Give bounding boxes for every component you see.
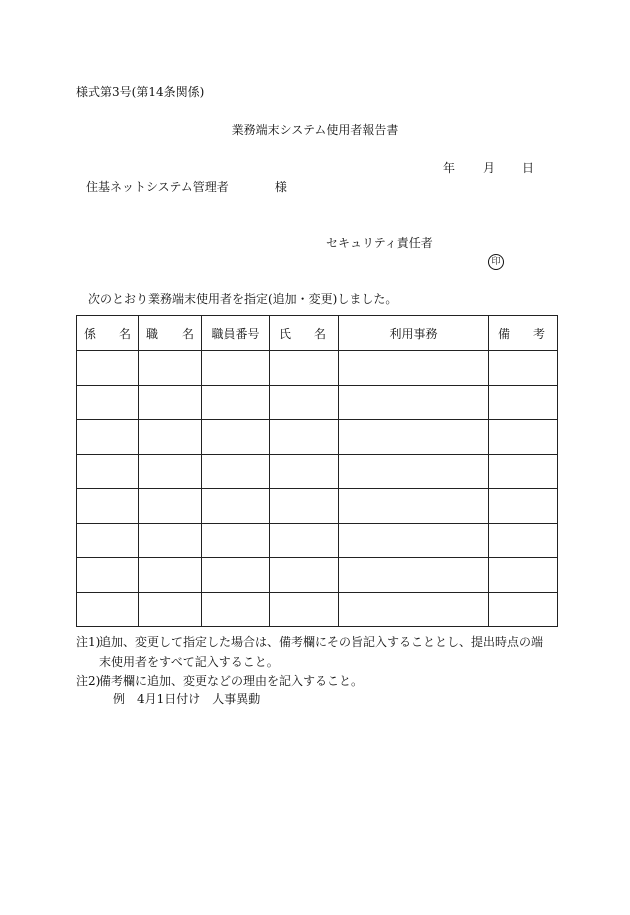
user-table (76, 315, 558, 627)
table-cell[interactable] (489, 351, 558, 386)
table-cell[interactable] (202, 420, 270, 455)
table-cell[interactable] (339, 454, 489, 489)
header-job-title: 職 名 (139, 316, 202, 351)
note-1-label: 注1) (76, 635, 101, 649)
example-text: 例 4月1日付け 人事異動 (113, 692, 261, 706)
table-cell[interactable] (77, 592, 139, 627)
table-cell[interactable] (139, 592, 202, 627)
table-cell[interactable] (270, 558, 339, 593)
form-number: 様式第3号(第14条関係) (76, 85, 205, 99)
table-cell[interactable] (489, 454, 558, 489)
table-cell[interactable] (77, 489, 139, 524)
table-cell[interactable] (339, 592, 489, 627)
table-cell[interactable] (339, 523, 489, 558)
table-cell[interactable] (270, 489, 339, 524)
addressee-name: 住基ネットシステム管理者 (86, 180, 229, 194)
header-staff-number: 職員番号 (202, 316, 270, 351)
table-cell[interactable] (339, 351, 489, 386)
header-person-name: 氏 名 (270, 316, 339, 351)
table-row (77, 489, 558, 524)
table-cell[interactable] (139, 454, 202, 489)
table-cell[interactable] (77, 420, 139, 455)
header-section-name: 係 名 (77, 316, 139, 351)
table-cell[interactable] (202, 523, 270, 558)
date-month-label: 月 (483, 161, 496, 175)
date-day-label: 日 (522, 161, 535, 175)
table-cell[interactable] (339, 489, 489, 524)
table-header-row (77, 316, 558, 351)
table-row (77, 420, 558, 455)
table-cell[interactable] (339, 558, 489, 593)
table-cell[interactable] (139, 489, 202, 524)
table-cell[interactable] (339, 385, 489, 420)
table-cell[interactable] (339, 420, 489, 455)
table-cell[interactable] (139, 523, 202, 558)
table-cell[interactable] (202, 385, 270, 420)
table-row (77, 592, 558, 627)
table-cell[interactable] (489, 592, 558, 627)
table-cell[interactable] (139, 351, 202, 386)
note-2-label: 注2) (76, 674, 101, 688)
table-cell[interactable] (202, 351, 270, 386)
table-cell[interactable] (270, 385, 339, 420)
table-row (77, 454, 558, 489)
intro-text: 次のとおり業務端末使用者を指定(追加・変更)しました。 (88, 292, 398, 306)
table-cell[interactable] (489, 489, 558, 524)
date-year-label: 年 (443, 161, 456, 175)
table-cell[interactable] (489, 558, 558, 593)
table-cell[interactable] (270, 523, 339, 558)
note-2-text: 備考欄に追加、変更などの理由を記入すること。 (99, 674, 364, 688)
date-line (443, 162, 534, 174)
table-row (77, 351, 558, 386)
table-cell[interactable] (489, 420, 558, 455)
table-cell[interactable] (139, 420, 202, 455)
table-cell[interactable] (77, 454, 139, 489)
table-cell[interactable] (270, 420, 339, 455)
table-cell[interactable] (77, 558, 139, 593)
table-body (77, 351, 558, 627)
table-cell[interactable] (77, 351, 139, 386)
header-usage-task: 利用事務 (339, 316, 489, 351)
table-cell[interactable] (489, 523, 558, 558)
seal-mark: 印 (488, 254, 504, 270)
table-cell[interactable] (202, 592, 270, 627)
document-title: 業務端末システム使用者報告書 (231, 123, 399, 137)
table-cell[interactable] (139, 558, 202, 593)
table-cell[interactable] (139, 385, 202, 420)
header-remarks: 備 考 (489, 316, 558, 351)
table-cell[interactable] (270, 454, 339, 489)
table-row (77, 558, 558, 593)
table-cell[interactable] (202, 454, 270, 489)
table-cell[interactable] (77, 385, 139, 420)
table-cell[interactable] (489, 385, 558, 420)
table-row (77, 385, 558, 420)
table-row (77, 523, 558, 558)
addressee (86, 181, 287, 193)
addressee-honorific: 様 (274, 180, 287, 194)
table-cell[interactable] (202, 558, 270, 593)
note-1-continuation: 末使用者をすべて記入すること。 (99, 655, 279, 669)
table-cell[interactable] (270, 592, 339, 627)
table-cell[interactable] (77, 523, 139, 558)
table-cell[interactable] (270, 351, 339, 386)
security-officer-label: セキュリティ責任者 (326, 236, 433, 250)
table-cell[interactable] (202, 489, 270, 524)
note-1-text: 追加、変更して指定した場合は、備考欄にその旨記入することとし、提出時点の端 (99, 635, 544, 649)
